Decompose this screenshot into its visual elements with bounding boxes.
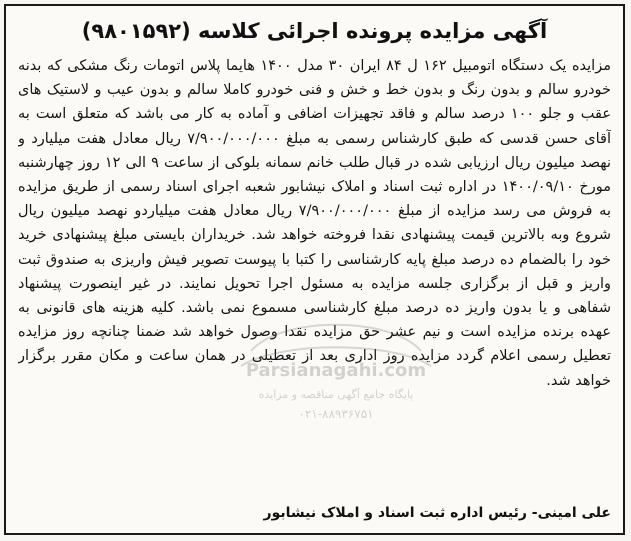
notice-body-text: مزایده یک دستگاه اتومبیل ۱۶۲ ل ۸۴ ایران ۳۰ مدل ۱۴۰۰ هایما پلاس اتومات رنگ مشکی که بدنه خودرو سالم و بدون رنگ و بدون خط و خش و فنی خودرو کاملا سالم و بدون عیب و لاستیک های عقب و جلو ۱۰۰ درصد سالم و فاقد تجهیزات اضافی و آماده به کار می باشد که متعلق است به آقای حسن قدسی که طبق کارشناس رسمی به مبلغ ۷/۹۰۰/۰۰۰/۰۰۰ ریال معادل هفت میلیارد و نهصد میلیون ریال ارزیابی شده در قبال طلب خانم سمانه بلوکی از ساعت ۹ الی ۱۲ روز چهارشنبه مورخ ۱۴۰۰/۰۹/۱۰ در اداره ثبت اسناد و املاک نیشابور شعبه اجرای اسناد رسمی از طریق مزایده به فروش می رسد مزایده از مبلغ ۷/۹۰۰/۰۰۰/۰۰۰ ریال معادل هفت میلیاردو نهصد میلیون ریال شروع وبه بالاترین قیمت پیشنهادی نقدا فروخته خواهد شد. خریداران بایستی مبلغ پیشنهادی خرید خود را بالضمام ده درصد مبلغ پایه کارشناسی را کتبا با پیوست تصویر فیش واریزی به صندوق ثبت واریز و قبل از برگزاری جلسه مزایده به مسئول اجرا تحویل نمایند. در غیر اینصورت پیشنهاد شفاهی و یا بدون واریز ده درصد مبلغ کارشناسی مسموع نمی باشد. کلیه هزینه های قانونی به عهده برنده مزایده است و نیم عشر حق مزایده نقدا وصول خواهد شد ضمنا چنانچه روز مزایده تعطیل رسمی اعلام گردد مزایده روز اداری بعد از تعطیلی در همان ساعت و مکان مقرر برگزار خواهد شد. [18,58,611,389]
notice-title: آگهی مزایده پرونده اجرائی کلاسه (۹۸۰۱۵۹۲) [81,19,548,43]
watermark-tagline: پایگاه جامع آگهی مناقصه و مزایده [258,388,414,401]
notice-signature: علی امینی- رئیس اداره ثبت اسناد و املاک نیشابور [263,505,611,521]
watermark-phone: ۰۲۱-۸۸۹۳۶۷۵۱ [298,407,374,421]
notice-body [18,54,611,494]
notice-frame [4,4,625,535]
watermark-site: Parsianagahi.com [245,360,427,381]
